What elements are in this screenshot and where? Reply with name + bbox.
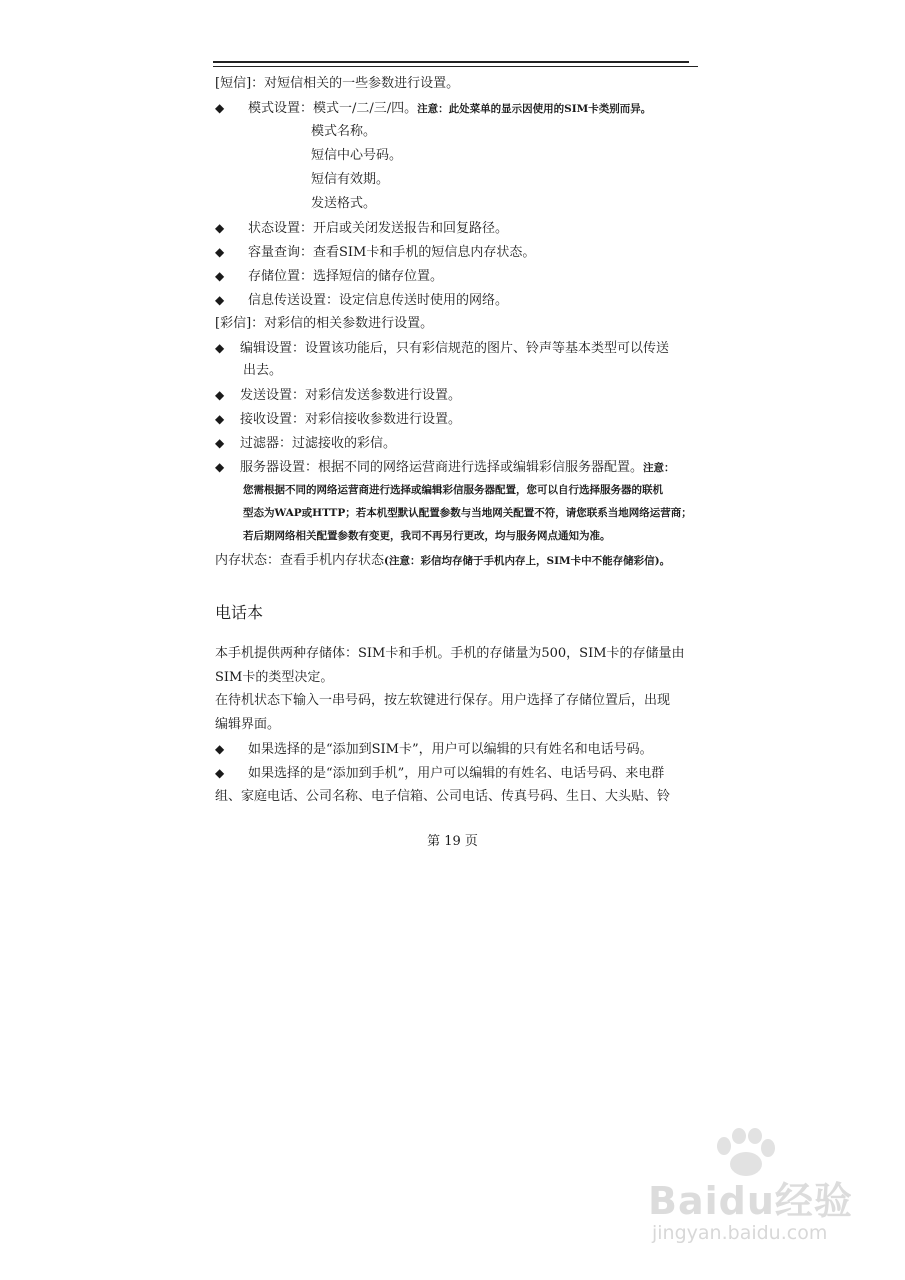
header-rule-thick: [213, 61, 689, 63]
mms-server-note-line: 若后期网络相关配置参数有变更，我司不再另行更改，均与服务网点通知为准。: [243, 530, 611, 542]
bullet-diamond-icon: ◆: [215, 742, 225, 756]
phonebook-paragraph: SIM卡的类型决定。: [215, 670, 334, 685]
watermark-url: jingyan.baidu.com: [652, 1222, 828, 1244]
sms-list-item: ◆ 容量查询：查看SIM卡和手机的短信息内存状态。: [215, 245, 536, 260]
mms-server-note-line: 型态为WAP或HTTP；若本机型默认配置参数与当地网关配置不符，请您联系当地网络运营商；: [243, 507, 692, 519]
page-number: 第 19 页: [427, 834, 478, 849]
sms-mode-subitem: 模式名称。: [311, 124, 377, 139]
memory-status: 内存状态：查看手机内存状态(注意：彩信均存储于手机内存上，SIM卡中不能存储彩信)。: [215, 553, 671, 568]
phonebook-continuation: 组、家庭电话、公司名称、电子信箱、公司电话、传真号码、生日、大头贴、铃: [215, 789, 671, 804]
phonebook-heading: 电话本: [215, 603, 264, 622]
baidu-jingyan-logo: Baidu经验: [648, 1179, 853, 1223]
bullet-diamond-icon: ◆: [215, 460, 225, 474]
header-rule-thin: [213, 66, 698, 67]
phonebook-list-item: ◆ 如果选择的是“添加到手机”，用户可以编辑的有姓名、电话号码、来电群: [215, 766, 665, 781]
mms-list-item: ◆ 接收设置：对彩信接收参数进行设置。: [215, 412, 462, 427]
mms-edit-continuation: 出去。: [243, 363, 283, 378]
sms-mode-subitem: 短信有效期。: [311, 172, 390, 187]
sms-mode-text: 模式设置：模式一/二/三/四。: [248, 101, 418, 116]
sms-mode-item: [215, 99, 651, 118]
mms-edit-item: ◆ 编辑设置：设置该功能后，只有彩信规范的图片、铃声等基本类型可以传送: [215, 341, 670, 356]
sms-mode-subitem: 短信中心号码。: [311, 148, 403, 163]
bullet-diamond-icon: ◆: [215, 245, 225, 259]
bullet-diamond-icon: ◆: [215, 388, 225, 402]
bullet-diamond-icon: ◆: [215, 293, 225, 307]
phonebook-paragraph: 在待机状态下输入一串号码，按左软键进行保存。用户选择了存储位置后，出现: [215, 693, 671, 708]
bullet-diamond-icon: ◆: [215, 341, 225, 355]
bullet-diamond-icon: ◆: [215, 269, 225, 283]
bullet-diamond-icon: ◆: [215, 436, 225, 450]
sms-list-item: ◆ 存储位置：选择短信的储存位置。: [215, 269, 444, 284]
memory-status-note: (注意：彩信均存储于手机内存上，SIM卡中不能存储彩信)。: [384, 555, 671, 567]
bullet-diamond-icon: ◆: [215, 101, 225, 115]
mms-list-item: ◆ 发送设置：对彩信发送参数进行设置。: [215, 388, 462, 403]
bullet-diamond-icon: ◆: [215, 412, 225, 426]
mms-server-item: ◆ 服务器设置：根据不同的网络运营商进行选择或编辑彩信服务器配置。注意：: [215, 460, 675, 475]
mms-list-item: ◆ 过滤器：过滤接收的彩信。: [215, 436, 397, 451]
phonebook-list-item: ◆ 如果选择的是“添加到SIM卡”，用户可以编辑的只有姓名和电话号码。: [215, 742, 653, 757]
phonebook-paragraph: 编辑界面。: [215, 717, 281, 732]
bullet-diamond-icon: ◆: [215, 766, 225, 780]
bullet-diamond-icon: ◆: [215, 221, 225, 235]
sms-intro: [短信]：对短信相关的一些参数进行设置。: [215, 76, 460, 91]
mms-server-note-start: 注意：: [643, 462, 675, 474]
mms-intro: [彩信]：对彩信的相关参数进行设置。: [215, 316, 434, 331]
phonebook-paragraph: 本手机提供两种存储体：SIM卡和手机。手机的存储量为500，SIM卡的存储量由: [215, 646, 685, 661]
sms-mode-note: 注意：此处菜单的显示因使用的SIM卡类别而异。: [417, 103, 652, 115]
sms-mode-subitem: 发送格式。: [311, 196, 377, 211]
sms-list-item: ◆ 状态设置：开启或关闭发送报告和回复路径。: [215, 221, 509, 236]
mms-server-note-line: 您需根据不同的网络运营商进行选择或编辑彩信服务器配置，您可以自行选择服务器的联机: [243, 484, 663, 496]
sms-list-item: ◆ 信息传送设置：设定信息传送时使用的网络。: [215, 293, 509, 308]
